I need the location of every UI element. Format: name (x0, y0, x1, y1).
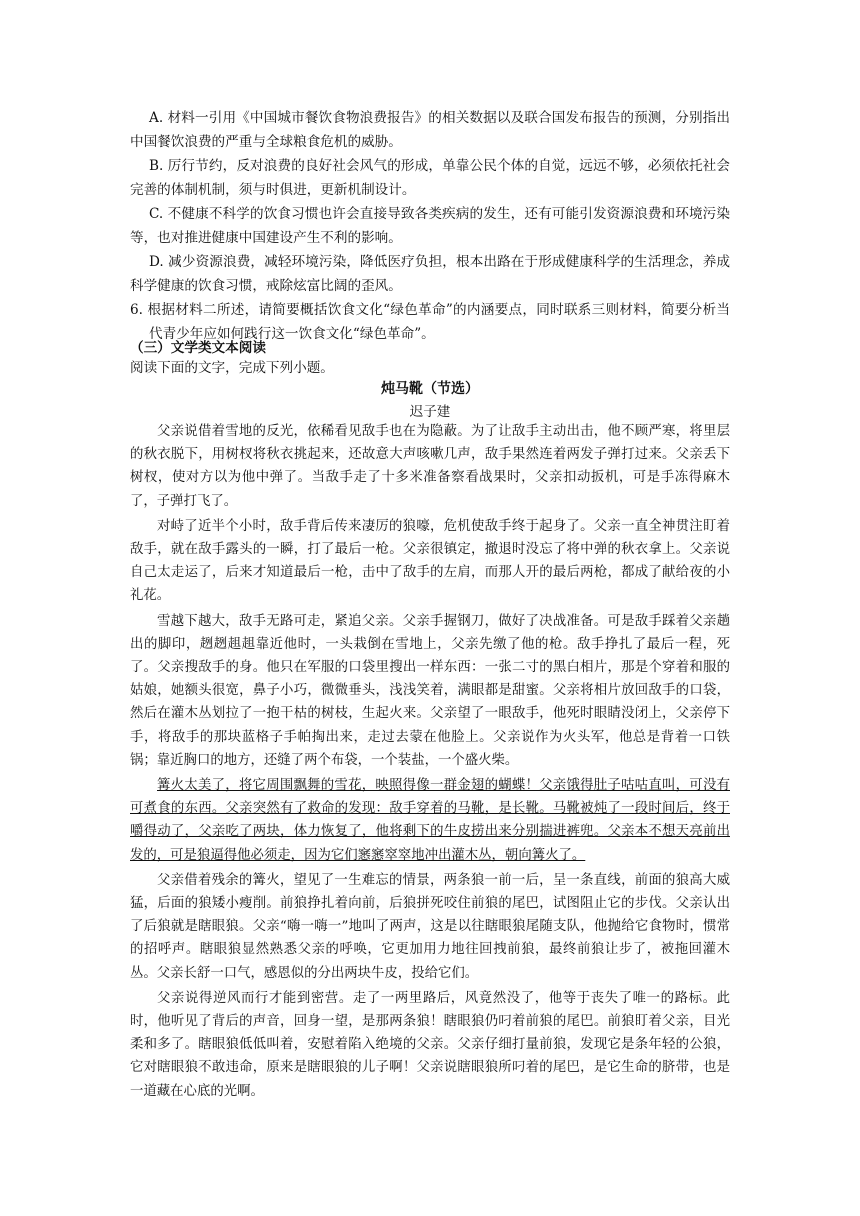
question-6: 6. 根据材料二所述，请简要概括饮食文化“绿色革命”的内涵要点，同时联系三则材料，简要分析当代青少年应如何践行这一饮食文化“绿色革命”。 (130, 302, 730, 342)
section-instruction: 阅读下面的文字，完成下列小题。 (130, 360, 334, 376)
story-body (130, 420, 730, 1105)
option-b: B. 厉行节约，反对浪费的良好社会风气的形成，单靠公民个体的自觉，远远不够，必须依托社会完善的体制机制，须与时俱进，更新机制设计。 (130, 158, 730, 198)
paragraph: 父亲说得逆风而行才能到密营。走了一两里路后，风竟然没了，他等于丧失了唯一的路标。此时，他听见了背后的声音，回身一望，是那两条狼！瞎眼狼仍叼着前狼的尾巴。前狼盯着父亲，目光柔和多了。瞎眼狼低低叫着，安慰着陷入绝境的父亲。父亲仔细打量前狼，发现它是条年轻的公狼，它对瞎眼狼不敢违命，原来是瞎眼狼的儿子啊！父亲说瞎眼狼所叼着的尾巴，是它生命的脐带，也是一道藏在心底的光啊。 (130, 990, 730, 1099)
underlined-text: 篝火太美了，将它周围飘舞的雪花，映照得像一群金翅的蝴蝶！父亲饿得肚子咕咕直叫，可没有可煮食的东西。父亲突然有了救命的发现：敌手穿着的马靴，是长靴。马靴被炖了一段时间后，终于嚼得动了，父亲吃了两块，体力恢复了，他将剩下的牛皮捞出来分别揣进裤兜。父亲本不想天亮前出发的，可是狼逼得他必须走，因为它们窸窸窣窣地冲出灌木丛，朝向篝火了。 (130, 778, 730, 863)
story-author: 迟子建 (409, 404, 451, 420)
option-c: C. 不健康不科学的饮食习惯也许会直接导致各类疾病的发生，还有可能引发资源浪费和环境污染等，也对推进健康中国建设产生不利的影响。 (130, 206, 730, 246)
paragraph: 对峙了近半个小时，敌手背后传来凄厉的狼嚎，危机使敌手终于起身了。父亲一直全神贯注盯着敌手，就在敌手露头的一瞬，打了最后一枪。父亲很镇定，撤退时没忘了将中弹的秋衣拿上。父亲说自己太走运了，后来才知道最后一枪，击中了敌手的左肩，而那人开的最后两枪，都成了献给夜的小礼花。 (130, 518, 730, 604)
story-title: 炖马靴（节选） (381, 381, 479, 397)
options-block (130, 106, 730, 346)
option-d: D. 减少资源浪费，减轻环境污染，降低医疗负担，根本出路在于形成健康科学的生活理念，养成科学健康的饮食习惯，戒除炫富比阔的歪风。 (130, 254, 730, 294)
underlined-paragraph (130, 774, 730, 867)
option-a: A. 材料一引用《中国城市餐饮食物浪费报告》的相关数据以及联合国发布报告的预测，分别指出中国餐饮浪费的严重与全球粮食危机的威胁。 (130, 110, 730, 150)
paragraph: 雪越下越大，敌手无路可走，紧追父亲。父亲手握钢刀，做好了决战准备。可是敌手踩着父亲趟出的脚印，趔趔趄趄靠近他时，一头栽倒在雪地上，父亲先缴了他的枪。敌手挣扎了最后一程，死了。父亲搜敌手的身。他只在军服的口袋里搜出一样东西：一张二寸的黑白相片，那是个穿着和服的姑娘，她额头很宽，鼻子小巧，微微垂头，浅浅笑着，满眼都是甜蜜。父亲将相片放回敌手的口袋，然后在灌木丛划拉了一抱干枯的树枝，生起火来。父亲望了一眼敌手，他死时眼睛没闭上，父亲停下手，将敌手的那块蓝格子手帕掏出来，走过去蒙在他脸上。父亲说作为火头军，他总是背着一口铁锅；靠近胸口的地方，还缝了两个布袋，一个装盐，一个盛火柴。 (130, 613, 730, 768)
paragraph: 父亲说借着雪地的反光，依稀看见敌手也在为隐蔽。为了让敌手主动出击，他不顾严寒，将里层的秋衣脱下，用树杈将秋衣挑起来，还故意大声咳嗽几声，敌手果然连着两发子弹打过来。父亲丢下树杈，使对方以为他中弹了。当敌手走了十多米准备察看战果时，父亲扣动扳机，可是手冻得麻木了，子弹打飞了。 (130, 424, 730, 509)
section-heading: （三）文学类文本阅读 (130, 340, 266, 356)
paragraph: 父亲借着残余的篝火，望见了一生难忘的情景，两条狼一前一后，呈一条直线，前面的狼高大威猛，后面的狼矮小瘦削。前狼挣扎着向前，后狼拼死咬住前狼的尾巴，试图阻止它的步伐。父亲认出了后狼就是瞎眼狼。父亲“嗨一嗨一”地叫了两声，这是以往瞎眼狼尾随支队，他抛给它食物时，惯常的招呼声。瞎眼狼显然熟悉父亲的呼唤，它更加用力地往回拽前狼，最终前狼让步了，被拖回灌木丛。父亲长舒一口气，感恩似的分出两块牛皮，投给它们。 (130, 872, 730, 981)
